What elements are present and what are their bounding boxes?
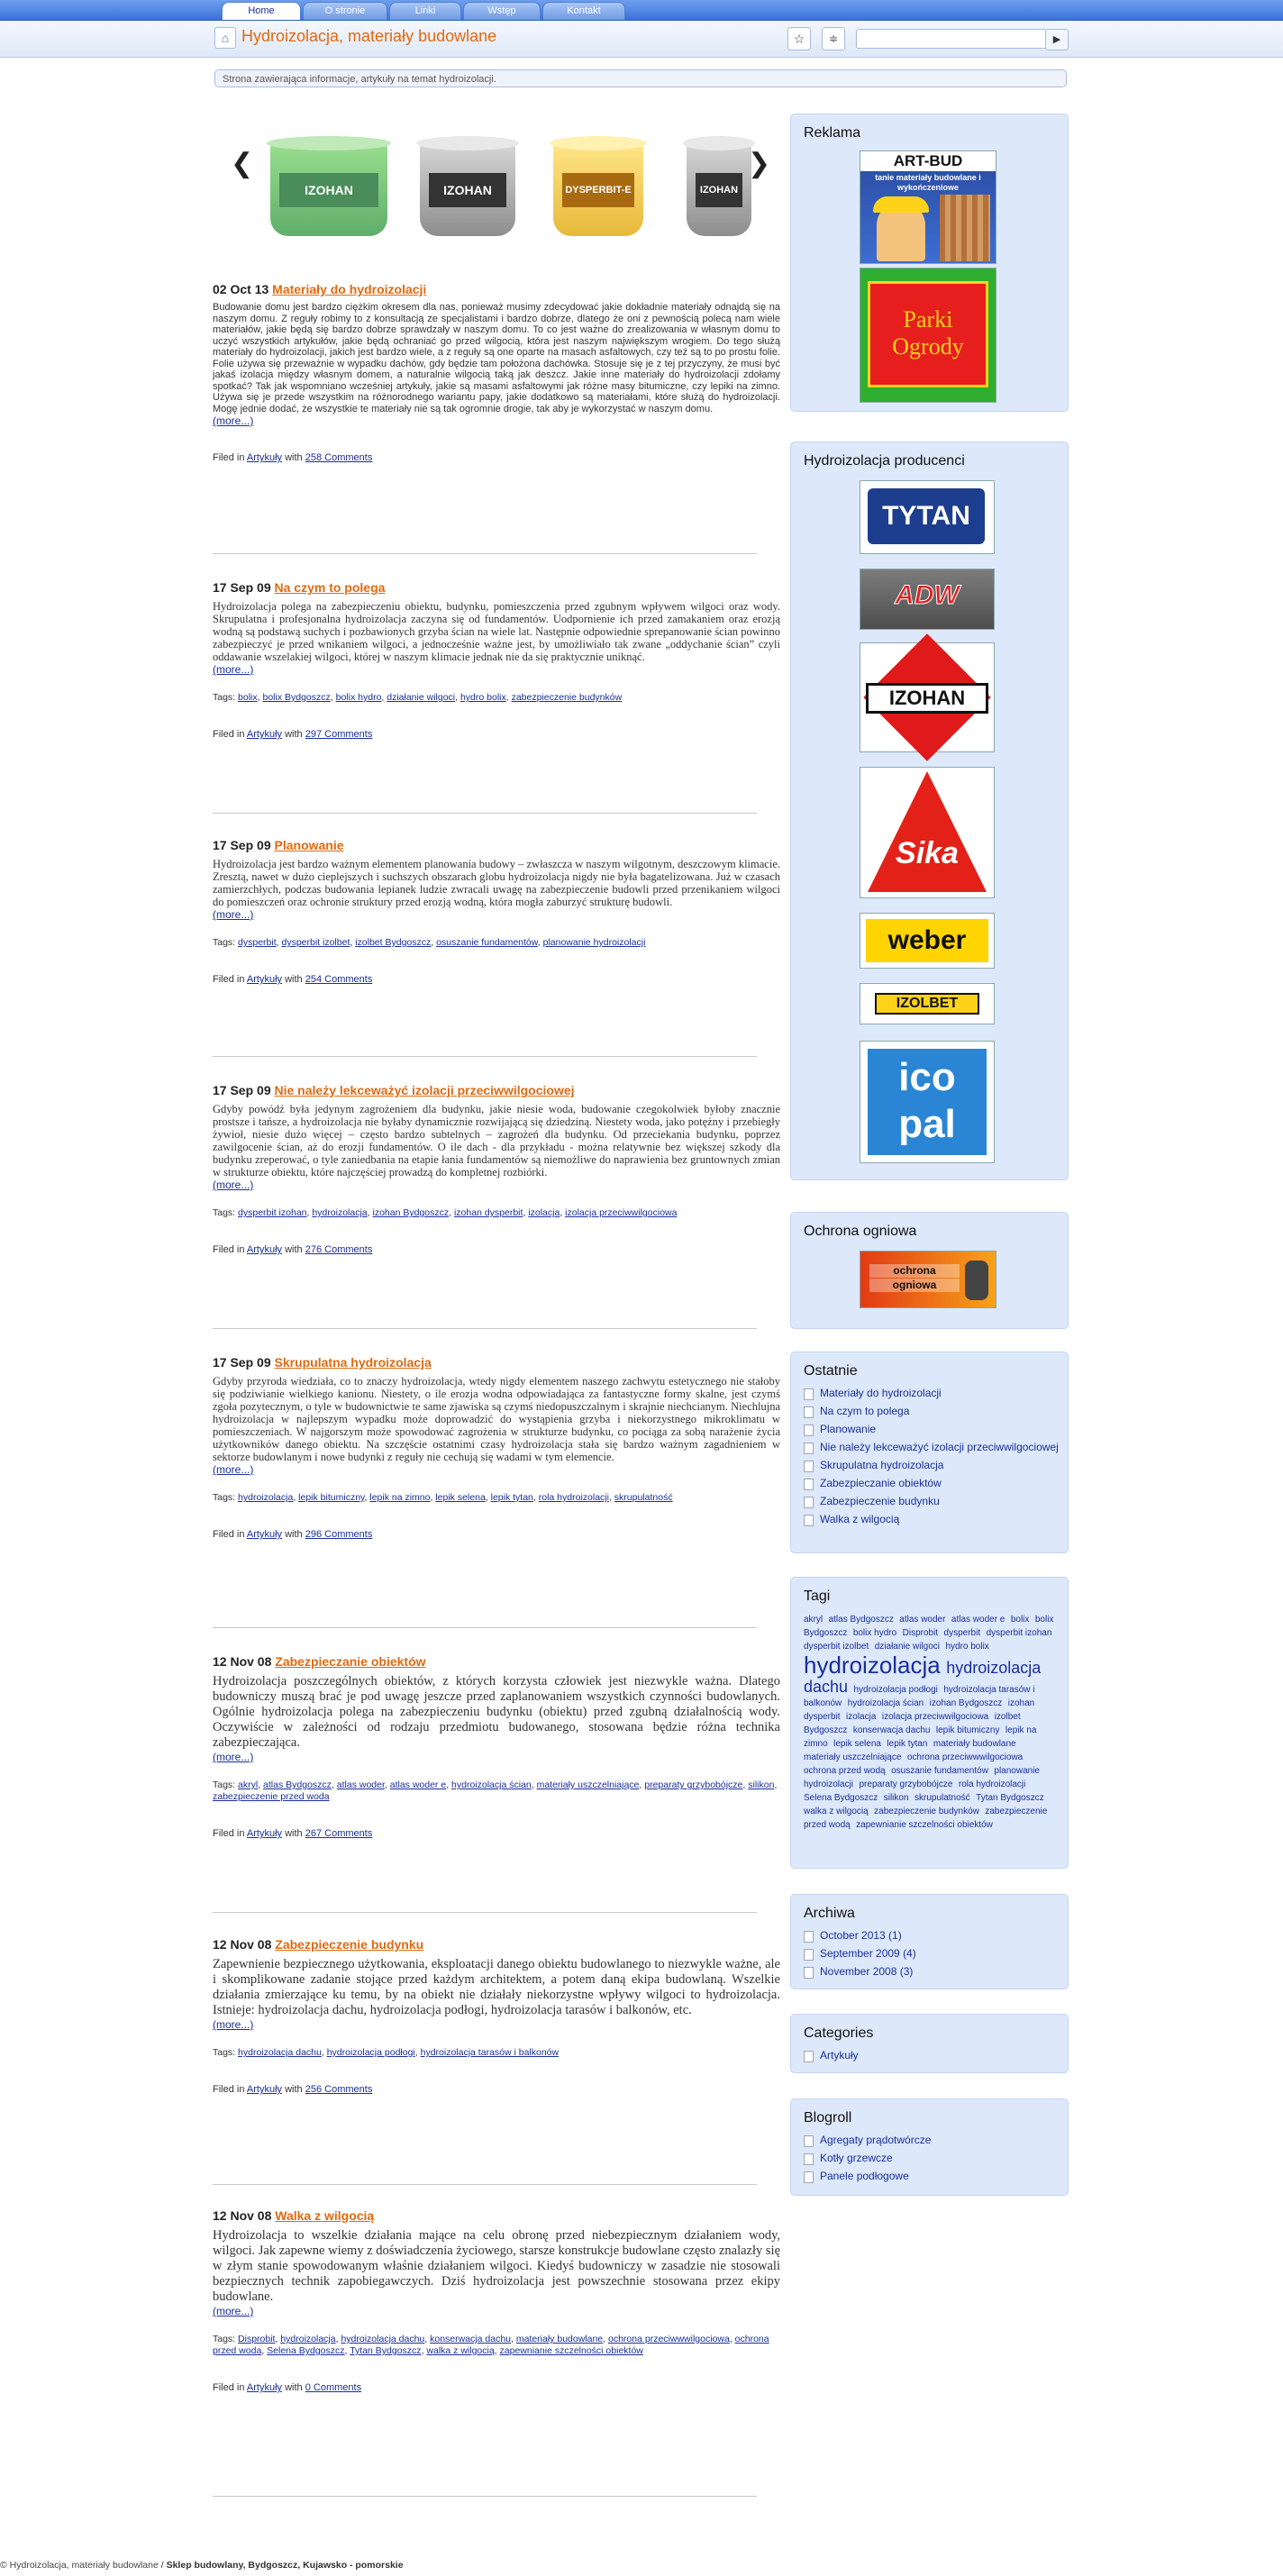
read-more-link[interactable]: (more...)	[213, 2018, 254, 2031]
tag-cloud-link[interactable]: materiały uszczelniające	[804, 1752, 902, 1763]
post-meta: Filed in Artykuły with 297 Comments	[213, 729, 373, 740]
tab-home[interactable]: Home	[222, 2, 301, 20]
ochrona-ogniowa-banner[interactable]: ochrona ogniowa	[860, 1251, 996, 1308]
post-divider	[213, 2496, 757, 2497]
rss-icon[interactable]: ≑	[822, 27, 845, 50]
post	[213, 1355, 780, 1540]
tag-link[interactable]: lepik tytan	[490, 1492, 533, 1503]
read-more-link[interactable]: (more...)	[213, 1179, 254, 1191]
widget-title: Ochrona ogniowa	[804, 1224, 917, 1239]
post-meta: Filed in Artykuły with 276 Comments	[213, 1244, 373, 1255]
tag-link[interactable]: zabezpieczenie budynków	[511, 692, 623, 703]
comments-link[interactable]: 297 Comments	[305, 729, 373, 740]
tag-link[interactable]: dysperbit	[238, 937, 277, 948]
tag-cloud-link[interactable]: akryl	[804, 1615, 823, 1625]
post	[213, 1937, 780, 2095]
tag-link[interactable]: rola hydroizolacji	[538, 1492, 609, 1503]
post-date: 17 Sep 09	[213, 580, 271, 595]
post-tags: Tags: akryl, atlas Bydgoszcz, atlas woder, atlas woder e, hydroizolacja ścian, materiały uszczelniające, preparaty grzybobójcze, silikon, zabezpieczenie przed woda	[213, 1780, 778, 1802]
tag-link[interactable]: Tytan Bydgoszcz	[350, 2345, 422, 2356]
post-date: 02 Oct 13	[213, 282, 269, 296]
tag-cloud-link[interactable]: Tytan Bydgoszcz	[976, 1793, 1044, 1804]
archive-link[interactable]: September 2009 (4)	[804, 1947, 1068, 1960]
tag-link[interactable]: planowanie hydroizolacji	[542, 937, 646, 948]
comments-link[interactable]: 0 Comments	[305, 2382, 362, 2393]
tag-link[interactable]: hydroizolacja dachu	[238, 2047, 322, 2058]
tag-link[interactable]: hydroizolacja ścian	[451, 1780, 532, 1790]
widget-title: Tagi	[804, 1588, 831, 1604]
tag-cloud-link[interactable]: dysperbit izolbet	[804, 1642, 869, 1652]
post	[213, 1083, 780, 1255]
tag-cloud-link[interactable]: preparaty grzybobójcze	[859, 1780, 953, 1790]
tag-link[interactable]: lepik na zimno	[369, 1492, 431, 1503]
read-more-link[interactable]: (more...)	[213, 908, 254, 921]
tag-cloud-link[interactable]: lepik na zimno	[804, 1725, 1037, 1750]
tag-link[interactable]: hydroizolacja dachu	[341, 2334, 425, 2344]
tag-link[interactable]: działanie wilgoci	[387, 692, 456, 703]
tag-cloud-link[interactable]: lepik bitumiczny	[935, 1725, 1000, 1736]
product-carousel	[214, 131, 782, 243]
post-excerpt: Hydroizolacja to wszelkie działania mające na celu obronę przed niebezpiecznym działaniem wody, wilgoci. Jak zapewne wiemy z doświadczenia życiowego, starsze konstrukcje budowlane często znalazły się w złym stanie spowodowanym właśnie działaniem wilgoci. Kiedyś budowniczy w zasadzie nie stosowali bezpiecznych technik zapobiegawczych. Dziś hydroizolacja jest powszechnie stosowana przez ekipy budowlane.	[213, 2228, 780, 2304]
post	[213, 2208, 780, 2393]
post-title-link[interactable]: Na czym to polega	[274, 580, 386, 595]
post-title-link[interactable]: Zabezpieczenie budynku	[275, 1937, 424, 1952]
post-meta: Filed in Artykuły with 254 Comments	[213, 974, 373, 985]
tag-cloud-link[interactable]: hydroizolacja tarasów i balkonów	[804, 1684, 1035, 1709]
home-icon[interactable]: ⌂	[214, 27, 236, 49]
carousel-prev-icon[interactable]: ❮	[231, 149, 254, 178]
tag-cloud-link[interactable]: hydro bolix	[945, 1642, 989, 1652]
tag-cloud-link[interactable]: walka z wilgocią	[804, 1807, 869, 1817]
tag-link[interactable]: materiały budowlane	[515, 2334, 604, 2344]
comments-link[interactable]: 276 Comments	[305, 1244, 373, 1255]
recent-post-link[interactable]: Zabezpieczenie budynku	[804, 1495, 1068, 1507]
site-header	[0, 21, 1283, 58]
tag-cloud-link[interactable]: izohan dysperbit	[804, 1698, 1035, 1723]
recent-post-link[interactable]: Zabezpieczanie obiektów	[804, 1477, 1068, 1489]
post-heading	[213, 1937, 780, 1952]
category-link[interactable]: Artykuły	[246, 2084, 283, 2095]
comments-link[interactable]: 256 Comments	[305, 2084, 373, 2095]
post-divider	[213, 2184, 757, 2185]
category-link[interactable]: Artykuły	[246, 2382, 283, 2393]
recent-posts-list	[791, 1387, 1068, 1525]
post-tags: Tags: hydroizolacja, lepik bitumiczny, lepik na zimno, lepik selena, lepik tytan, rola hydroizolacji, skrupulatność	[213, 1492, 673, 1503]
post-divider	[213, 813, 757, 814]
recent-posts-widget	[790, 1352, 1069, 1553]
category-link[interactable]: Artykuły	[246, 1244, 283, 1255]
post-heading	[213, 580, 780, 595]
category-link[interactable]: Artykuły	[246, 1529, 283, 1540]
tag-cloud-link[interactable]: atlas woder e	[951, 1615, 1005, 1625]
tag-cloud-link[interactable]: lepik tytan	[887, 1739, 928, 1750]
site-title[interactable]: Hydroizolacja, materiały budowlane	[241, 27, 497, 45]
post-date: 17 Sep 09	[213, 1083, 271, 1097]
post-heading	[213, 1355, 780, 1370]
read-more-link[interactable]: (more...)	[213, 414, 254, 427]
read-more-link[interactable]: (more...)	[213, 1751, 254, 1763]
tag-cloud-link[interactable]: materiały budowlane	[933, 1739, 1016, 1750]
post-divider	[213, 1912, 757, 1913]
search-submit-icon[interactable]: ▶	[1045, 29, 1069, 50]
icopal-logo[interactable]: ico pal	[860, 1041, 995, 1163]
tag-cloud-link[interactable]: hydroizolacja	[804, 1652, 941, 1679]
weber-logo[interactable]: weber	[860, 913, 995, 969]
tag-cloud-link[interactable]: skrupulatność	[914, 1793, 970, 1804]
archive-link[interactable]: November 2008 (3)	[804, 1965, 1068, 1978]
product-bucket[interactable]: IZOHAN	[420, 141, 515, 236]
category-link[interactable]: Artykuły	[246, 452, 283, 463]
tag-cloud-link[interactable]: hydroizolacja ścian	[847, 1698, 924, 1709]
tag-link[interactable]: zabezpieczenie przed woda	[213, 1791, 330, 1802]
tag-link[interactable]: ochrona przeciwwwilgociowa	[608, 2334, 730, 2344]
tag-cloud-link[interactable]: izolbet Bydgoszcz	[804, 1712, 1021, 1736]
izolbet-logo[interactable]: IZOLBET	[860, 983, 995, 1024]
category-link[interactable]: Artykuły	[804, 2049, 1068, 2062]
product-bucket[interactable]: IZOHAN	[270, 141, 387, 236]
star-icon[interactable]: ☆	[787, 27, 811, 50]
tag-cloud-link[interactable]: zabezpieczenie przed wodą	[804, 1807, 1048, 1831]
tag-cloud-link[interactable]: zabezpieczenie budynków	[874, 1807, 979, 1817]
tag-link[interactable]: izolbet Bydgoszcz	[355, 937, 432, 948]
post-date: 17 Sep 09	[213, 1355, 271, 1370]
tag-link[interactable]: atlas woder	[336, 1780, 385, 1790]
post-excerpt: Zapewnienie bezpiecznego użytkowania, eksploatacji danego obiektu budowlanego to niezwykle ważne, ale i skomplikowane zadanie stojące przed każdym architektem, a potem daną ekipa budowlaną. Wszelkie działania zmierzające ku temu, by na obiekt nie działały niekorzystne wpływy wilgoci to hydroizolacja. Istnieje: hydroizolacja dachu, hydroizolacja podłogi, hydroizolacja tarasów i balkonów, etc.	[213, 1957, 780, 2017]
tag-link[interactable]: dysperbit izohan	[238, 1207, 307, 1218]
post-divider	[213, 1328, 757, 1329]
tag-link[interactable]: hydro bolix	[460, 692, 506, 703]
post-excerpt: Hydroizolacja poszczególnych obiektów, z których korzysta człowiek jest niezwykle ważna. Dlatego budowniczy muszą brać je pod uwagę jeszcze przed zaplanowaniem wszystkich czynności budowlanych. Ogólnie hydroizolacja polega na zabezpieczeniu budynku (obiektu) przed zgubną działalnością wody. Oczywiście w zależności od rodzaju przedmiotu budowanego, stosowana będzie różna technika zabezpieczająca.	[213, 1674, 780, 1750]
post-heading	[213, 1083, 780, 1097]
category-link[interactable]: Artykuły	[246, 1828, 283, 1839]
tag-cloud	[791, 1612, 1068, 1840]
tag-cloud-link[interactable]: działanie wilgoci	[874, 1642, 940, 1652]
tag-link[interactable]: lepik selena	[435, 1492, 486, 1503]
producers-widget	[790, 441, 1069, 1180]
tag-link[interactable]: hydroizolacja tarasów i balkonów	[420, 2047, 560, 2058]
tag-link[interactable]: izohan Bydgoszcz	[372, 1207, 450, 1218]
blogroll-widget	[790, 2098, 1069, 2196]
post-tags: Tags: hydroizolacja dachu, hydroizolacja podłogi, hydroizolacja tarasów i balkonów	[213, 2047, 560, 2058]
tag-cloud-link[interactable]: ochrona przeciwwwilgociowa	[906, 1752, 1024, 1763]
sika-logo[interactable]: Sika	[860, 767, 995, 898]
tag-link[interactable]: atlas Bydgoszcz	[263, 1780, 332, 1790]
tag-link[interactable]: konserwacja dachu	[430, 2334, 511, 2344]
tag-cloud-link[interactable]: planowanie hydroizolacji	[804, 1766, 1040, 1790]
tag-link[interactable]: osuszanie fundamentów	[436, 937, 538, 948]
art-bud-ad-banner[interactable]: ART-BUD tanie materiały budowlane i wykończeniowe	[860, 150, 996, 264]
footer: © Hydroizolacja, materiały budowlane / Sklep budowlany, Bydgoszcz, Kujawsko - pomorskie	[0, 2560, 404, 2571]
tag-link[interactable]: ochrona przed woda	[213, 2334, 769, 2356]
tag-cloud-link[interactable]: osuszanie fundamentów	[891, 1766, 988, 1777]
widget-title: Reklama	[804, 125, 861, 141]
comments-link[interactable]: 258 Comments	[305, 452, 373, 463]
tag-link[interactable]: bolix hydro	[335, 692, 382, 703]
post-title-link[interactable]: Planowanie	[274, 838, 344, 852]
post-title-link[interactable]: Walka z wilgocią	[275, 2208, 375, 2223]
post-meta: Filed in Artykuły with 0 Comments	[213, 2382, 362, 2393]
post-title-link[interactable]: Materiały do hydroizolacji	[272, 282, 427, 296]
tag-link[interactable]: lepik bitumiczny	[298, 1492, 365, 1503]
blogroll-link[interactable]: Panele podłogowe	[804, 2170, 1068, 2182]
tag-link[interactable]: izohan dysperbit	[453, 1207, 523, 1218]
post-tags: Tags: dysperbit izohan, hydroizolacja, izohan Bydgoszcz, izohan dysperbit, izolacja, izolacja przeciwwilgociowa	[213, 1207, 678, 1218]
carousel-next-icon[interactable]: ❯	[748, 149, 771, 178]
post-date: 12 Nov 08	[213, 1937, 272, 1952]
tag-link[interactable]: preparaty grzybobójcze	[644, 1780, 743, 1790]
categories-widget	[790, 2014, 1069, 2073]
parki-ogrody-ad-banner[interactable]: Parki Ogrody	[860, 268, 996, 403]
product-bucket[interactable]: DYSPERBIT-E	[553, 141, 643, 236]
tag-link[interactable]: izolacja	[528, 1207, 560, 1218]
recent-post-link[interactable]: Materiały do hydroizolacji	[804, 1387, 1068, 1399]
tag-link[interactable]: Selena Bydgoszcz	[267, 2345, 345, 2356]
tag-cloud-link[interactable]: Selena Bydgoszcz	[804, 1793, 878, 1804]
post-meta: Filed in Artykuły with 296 Comments	[213, 1529, 373, 1540]
tag-cloud-widget	[790, 1577, 1069, 1869]
tab-o-stronie[interactable]: O stronie	[303, 2, 387, 20]
post	[213, 838, 780, 985]
tab-wstep[interactable]: Wstęp	[463, 2, 541, 20]
tag-cloud-link[interactable]: izolacja	[846, 1712, 877, 1723]
post	[213, 282, 780, 463]
widget-title: Ostatnie	[804, 1363, 858, 1379]
post-excerpt: Hydroizolacja jest bardzo ważnym elementem planowania budowy – zwłaszcza w naszym wilgotnym, deszczowym klimacie. Zresztą, nawet w dużo cieplejszych i suchszych obszarach globu hydroizolacja nigdy nie była bagatelizowana. Już w czasach zamierzchłych, podczas budowania lepianek ludzie zwracali uwagę na zabezpieczenie budowli przed przenikaniem wilgoci do pomieszczeń oraz ochronie struktury przed erozją wodną, która mogła zaburzyć strukturę budowli.	[213, 858, 780, 908]
post-divider	[213, 1627, 757, 1628]
tag-cloud-link[interactable]: dysperbit	[943, 1628, 981, 1638]
sika-triangle-icon	[860, 768, 994, 897]
read-more-link[interactable]: (more...)	[213, 1463, 254, 1476]
comments-link[interactable]: 296 Comments	[305, 1529, 373, 1540]
footer-tagline: Sklep budowlany, Bydgoszcz, Kujawsko - pomorskie	[166, 2560, 404, 2571]
tag-cloud-link[interactable]: silikon	[883, 1793, 909, 1804]
widget-title: Blogroll	[804, 2110, 852, 2125]
post-divider	[213, 1056, 757, 1057]
post-meta: Filed in Artykuły with 258 Comments	[213, 452, 373, 463]
post-tags: Tags: dysperbit, dysperbit izolbet, izolbet Bydgoszcz, osuszanie fundamentów, planowanie hydroizolacji	[213, 937, 646, 948]
tag-cloud-link[interactable]: ochrona przed wodą	[804, 1766, 886, 1777]
product-bucket[interactable]: IZOHAN	[687, 141, 751, 236]
adw-logo[interactable]: ADW	[860, 569, 995, 630]
tag-cloud-link[interactable]: rola hydroizolacji	[958, 1780, 1026, 1790]
tag-link[interactable]: bolix Bydgoszcz	[262, 692, 331, 703]
tag-cloud-link[interactable]: atlas Bydgoszcz	[828, 1615, 894, 1625]
tag-link[interactable]: Disprobit	[238, 2334, 276, 2344]
post-date: 12 Nov 08	[213, 2208, 272, 2223]
top-nav-bar	[0, 0, 1283, 21]
category-link[interactable]: Artykuły	[246, 974, 283, 985]
comments-link[interactable]: 254 Comments	[305, 974, 373, 985]
tag-link[interactable]: hydroizolacja	[312, 1207, 368, 1218]
tag-cloud-link[interactable]: Disprobit	[902, 1628, 939, 1638]
tag-cloud-link[interactable]: zapewnianie szczelności obiektów	[856, 1820, 993, 1831]
tag-cloud-link[interactable]: izohan Bydgoszcz	[929, 1698, 1003, 1709]
tag-cloud-link[interactable]: konserwacja dachu	[852, 1725, 931, 1736]
tag-cloud-link[interactable]: bolix Bydgoszcz	[804, 1615, 1054, 1638]
post-divider	[213, 553, 757, 554]
reklama-widget	[790, 114, 1069, 412]
widget-title: Hydroizolacja producenci	[804, 453, 965, 469]
recent-post-link[interactable]: Nie należy lekceważyć izolacji przeciwwilgociowej	[804, 1441, 1068, 1453]
tag-link[interactable]: walka z wilgocią	[426, 2345, 495, 2356]
read-more-link[interactable]: (more...)	[213, 2305, 254, 2317]
post-excerpt: Budowanie domu jest bardzo ciężkim okresem dla nas, ponieważ musimy zdecydować jakie dokładnie materiały odnajdą się na naszym domu. Z reguły robimy to z konsultacją ze specjalistami i bardzo dobrze, dlatego że oni z pewnością polecą nam wiele materiałów, jakie będą się bardzo dobrze sprawdzały w naszym domu. To co jest ważne do zrealizowania w własnym domu to uczyć wszystkich artykułów, jakie będą ochraniać go przed wilgocią, która jest naszym największym wrogiem. Do tego służą materiały do hydroizolacji, jakich jest bardzo wiele, a z reguły są one oparte na masach asfaltowych, czy też są to po prostu folie. Folie używa się przeważnie w wypadku dachów, gdy będzie tam położona dachówka. Stosuje się je z tej przyczyny, że musi być jakaś izolacja między własnym domem, a naturalnie wilgocią taką jak deszcz. Jakie inne materiały do hydroizolacji zdołamy spotkać? Tak jak wspomniano wcześniej artykuły, jakie są masami asfaltowymi jak różne masy bitumiczne, czy lepiki na zimno. Używa się je przede wszystkim na różnorodnego wariantu papy, jakie dodatkowo są materiałami, które służą do hydroizolacji. Mogę jednie dodać, że wszystkie te materiały nie są tak ogromnie drogie, tak aby je wykorzystać w naszym domu.	[213, 302, 780, 414]
widget-title: Archiwa	[804, 1906, 855, 1921]
archives-widget	[790, 1894, 1069, 1989]
tag-link[interactable]: hydroizolacja podłogi	[326, 2047, 415, 2058]
post-tags: Tags: bolix, bolix Bydgoszcz, bolix hydro, działanie wilgoci, hydro bolix, zabezpieczenie budynków	[213, 692, 623, 703]
tag-cloud-link[interactable]: hydroizolacja dachu	[804, 1659, 1042, 1696]
footer-home-link[interactable]: © Hydroizolacja, materiały budowlane	[0, 2560, 159, 2571]
post-heading	[213, 2208, 780, 2223]
tag-cloud-link[interactable]: dysperbit izohan	[986, 1628, 1052, 1638]
post-tags: Tags: Disprobit, hydroizolacja, hydroizolacja dachu, konserwacja dachu, materiały budowlane, ochrona przeciwwwilgociowa, ochrona przed woda, Selena Bydgoszcz, Tytan Bydgoszcz, walka z wilgocią, zapewnianie szczelności obiektów	[213, 2334, 769, 2356]
tag-link[interactable]: skrupulatność	[614, 1492, 673, 1503]
site-description: Strona zawierająca informacje, artykuły na temat hydroizolacji.	[214, 69, 1067, 87]
post	[213, 1654, 780, 1839]
izohan-logo[interactable]: IZOHAN	[860, 642, 995, 752]
post-date: 12 Nov 08	[213, 1654, 272, 1669]
post-meta: Filed in Artykuły with 256 Comments	[213, 2084, 373, 2095]
tag-cloud-link[interactable]: izolacja przeciwwilgociowa	[881, 1712, 989, 1723]
tag-cloud-link[interactable]: bolix hydro	[852, 1628, 897, 1638]
tag-link[interactable]: hydroizolacja	[238, 1492, 294, 1503]
tag-cloud-link[interactable]: bolix	[1010, 1615, 1030, 1625]
tab-linki[interactable]: Linki	[389, 2, 461, 20]
post-heading	[213, 1654, 780, 1669]
read-more-link[interactable]: (more...)	[213, 663, 254, 676]
category-link[interactable]: Artykuły	[246, 729, 283, 740]
archive-link[interactable]: October 2013 (1)	[804, 1929, 1068, 1942]
post-heading	[213, 282, 780, 296]
tag-link[interactable]: silikon	[748, 1780, 775, 1790]
widget-title: Categories	[804, 2025, 874, 2041]
tag-link[interactable]: izolacja przeciwwilgociowa	[565, 1207, 678, 1218]
tag-cloud-link[interactable]: hydroizolacja podłogi	[853, 1684, 938, 1695]
post-title-link[interactable]: Skrupulatna hydroizolacja	[274, 1355, 432, 1370]
recent-post-link[interactable]: Planowanie	[804, 1423, 1068, 1435]
tag-link[interactable]: atlas woder e	[389, 1780, 447, 1790]
post-meta: Filed in Artykuły with 267 Comments	[213, 1828, 373, 1839]
recent-post-link[interactable]: Walka z wilgocią	[804, 1513, 1068, 1525]
tag-cloud-link[interactable]: atlas woder	[899, 1615, 946, 1625]
tag-link[interactable]: bolix	[238, 692, 258, 703]
post-heading	[213, 838, 780, 852]
fire-protection-widget	[790, 1212, 1069, 1329]
tag-link[interactable]: akryl	[238, 1780, 259, 1790]
post	[213, 580, 780, 740]
tab-kontakt[interactable]: Kontakt	[542, 2, 625, 20]
post-title-link[interactable]: Nie należy lekceważyć izolacji przeciwwilgociowej	[274, 1083, 575, 1097]
post-date: 17 Sep 09	[213, 838, 271, 852]
tag-cloud-link[interactable]: lepik selena	[833, 1739, 881, 1750]
post-excerpt: Gdyby przyroda wiedziała, co to znaczy hydroizolacja, wtedy nigdy elementem naszego zachwytu estetycznego nie stałoby się podziwianie wielkiego kanionu. Niestety, o ile erozja wodna odpowiadająca za fantastyczne formy skalne, jest czymś zgoła pozytecznym, o tyle w budownictwie te same zjawiska są czymś niedopuszczalnym i skrajnie niechcianym. Niechlujna hydroizolacja w najlepszym wypadku może doprowadzić do wystąpienia grzyba i niekorzystnego mikroklimatu w pomieszczeniach. W najgorszym może spowodować zagrożenia w strukturze budynku, co pociąga za sobą narażenie życia użytkowników danego obiektu. Na szczęście ostatnimi czasy hydroizolacja stała się bardzo ważnym zagadnieniem w sektorze budowlanym i nowe budynki z reguły nie cechują się wadami w tym elemencie.	[213, 1375, 780, 1463]
search-input[interactable]	[856, 29, 1047, 49]
blogroll-link[interactable]: Agregaty prądotwórcze	[804, 2134, 1068, 2146]
tag-link[interactable]: hydroizolacja	[280, 2334, 336, 2344]
post-title-link[interactable]: Zabezpieczanie obiektów	[275, 1654, 426, 1669]
recent-post-link[interactable]: Na czym to polega	[804, 1405, 1068, 1417]
tag-link[interactable]: dysperbit izolbet	[281, 937, 350, 948]
post-excerpt: Gdyby powódź była jedynym zagrożeniem dla budynku, jakie niesie woda, budowanie czegokolwiek byłoby znacznie prostsze i tańsze, a hydroizolacja nie byłaby dynamicznie rozwijającą się dziedziną. Niestety woda, jako potężny i przebiegły żywioł, niesie dużo więcej – często bardzo subtelnych – zagrożeń dla budynku. Od przeciekania budynku, poprzez zawilgocenie ścian, aż do erozji fundamentów. O ile dach - dla przykładu - można relatywnie bez większej szkody dla budynku zreperować, o tyle zaniedbania na etapie łania fundamentów są niemożliwe do naprawienia bez gruntownych zmian w strukturze obiektu, które najczęściej prowadzą do kompletnej rozbiórki.	[213, 1103, 780, 1179]
tag-link[interactable]: materiały uszczelniające	[536, 1780, 640, 1790]
blogroll-link[interactable]: Kotły grzewcze	[804, 2152, 1068, 2164]
comments-link[interactable]: 267 Comments	[305, 1828, 373, 1839]
tytan-logo[interactable]: TYTAN	[860, 480, 995, 554]
post-excerpt: Hydroizolacja polega na zabezpieczeniu obiektu, budynku, pomieszczenia przed zgubnym wpływem wilgoci oraz wody. Skrupulatna i profesjonalna hydroizolacja zaczyna się od fundamentów. Uodpornienie ich przed zamakaniem oraz erozją wodną są podstawą suchych i pozbawionych grzyba ścian na wiele lat. Następnie odpowiednie sprepanowanie ścian powinno zabezpieczyć je przed wnikaniem wilgoci, a jednocześnie ważne jest, by umożliwiało tak zwane „oddychanie ścian” czyli oddawanie wszelakiej wilgoci, której w naszym klimacie jednak nie da się praktycznie uniknąć.	[213, 600, 780, 663]
tag-link[interactable]: zapewnianie szczelności obiektów	[499, 2345, 643, 2356]
recent-post-link[interactable]: Skrupulatna hydroizolacja	[804, 1459, 1068, 1471]
